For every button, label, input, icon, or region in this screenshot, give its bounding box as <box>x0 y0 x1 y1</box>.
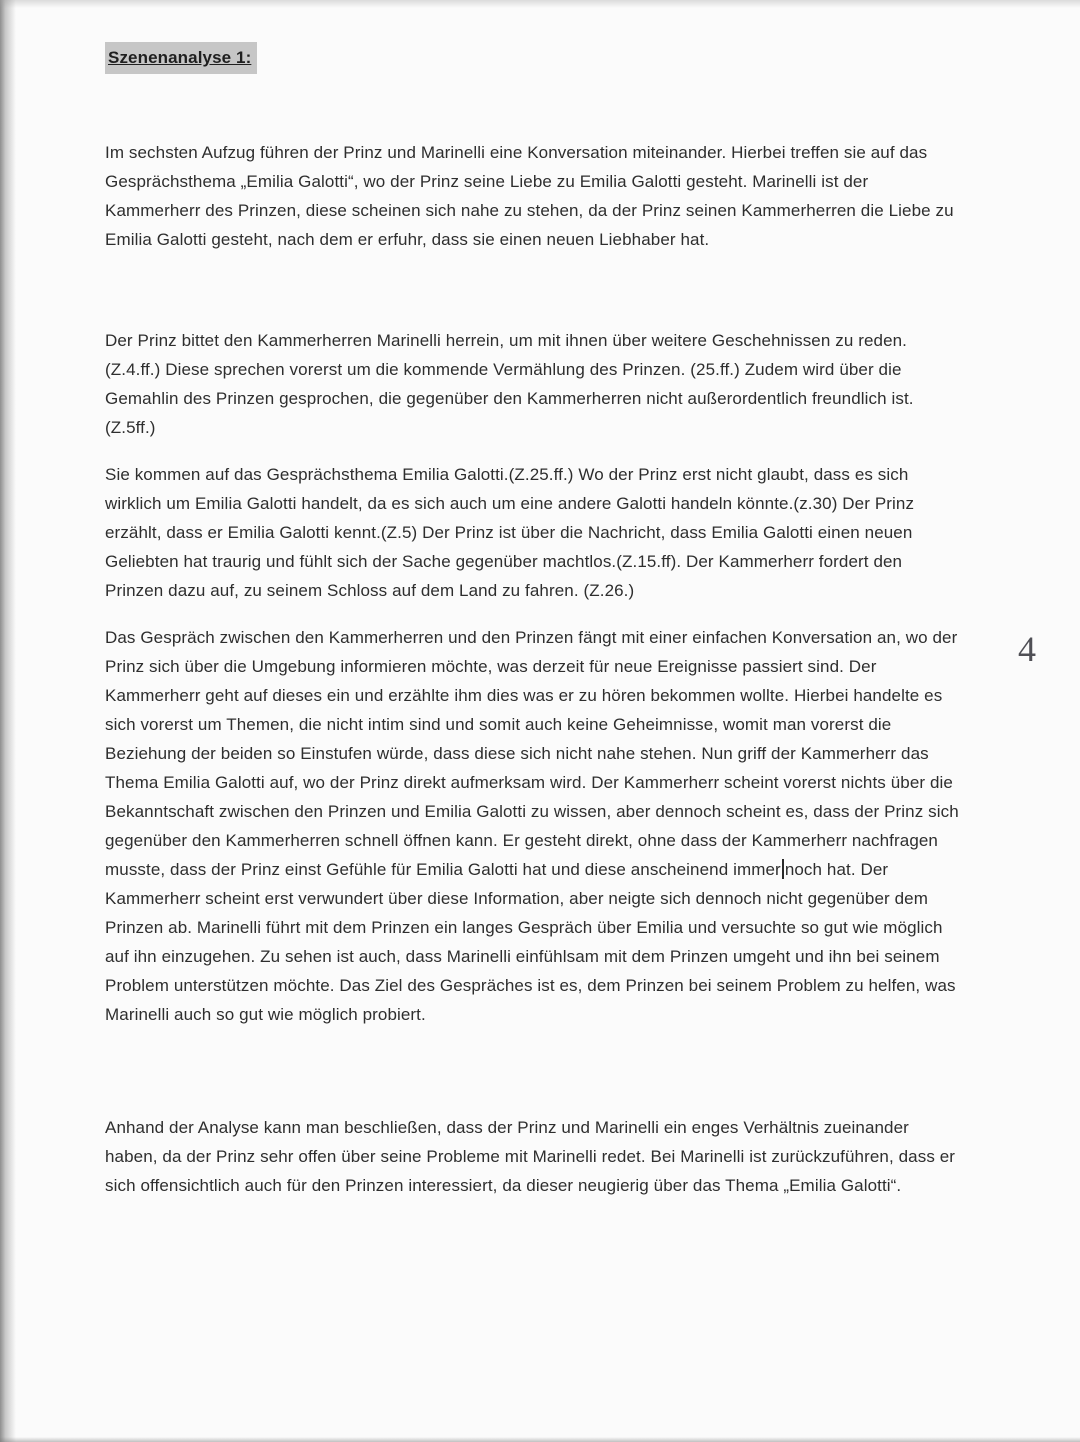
paragraph-introduction: Im sechsten Aufzug führen der Prinz und Marinelli eine Konversation miteinander. Hierbei treffen sie auf das Gesprächsthema „Emilia Galotti“, wo der Prinz seine Liebe zu Emilia Galotti gesteht. Marinelli ist der Kammerherr des Prinzen, diese scheinen sich nahe zu stehen, da der Prinz seinen Kammerherren die Liebe zu Emilia Galotti gesteht, nach dem er erfuhr, dass sie einen neuen Liebhaber hat. <box>105 143 954 249</box>
document-heading: Szenenanalyse 1: <box>105 42 257 74</box>
paragraph-analysis <box>105 623 962 1029</box>
scan-edge-bottom <box>0 1437 1080 1442</box>
page-number: 4 <box>1018 629 1036 669</box>
paragraph-conclusion: Anhand der Analyse kann man beschließen, dass der Prinz und Marinelli ein enges Verhältnis zueinander haben, da der Prinz sehr offen über seine Probleme mit Marinelli redet. Bei Marinelli ist zurückzuführen, dass er sich offensichtlich auch für den Prinzen interessiert, da dieser neugierig über das Thema „Emilia Galotti“. <box>105 1118 956 1195</box>
text-cursor <box>782 859 784 879</box>
paragraph-analysis-text-before-cursor: Das Gespräch zwischen den Kammerherren und den Prinzen fängt mit einer einfachen Konversation an, wo der Prinz sich über die Umgebung informieren möchte, was derzeit für neue Ereignisse passiert sind. Der Kammerherr geht auf dieses ein und erzählte ihm dies was er zu hören bekommen wollte. Hierbei handelte es sich vorerst um Themen, die nicht intim sind und somit auch keine Geheimnisse, womit man vorerst die Beziehung der beiden so Einstufen würde, dass diese sich nicht nahe stehen. Nun griff der Kammerherr das Thema Emilia Galotti auf, wo der Prinz direkt aufmerksam wird. Der Kammerherr scheint vorerst nichts über die Bekanntschaft zwischen den Prinzen und Emilia Galotti zu wissen, aber dennoch scheint es, dass der Prinz sich gegenüber den Kammerherren schnell öffnen kann. Er gesteht direkt, ohne dass der Kammerherr nachfragen musste, dass der Prinz einst Gefühle für Emilia Galotti hat und diese anscheinend immer <box>105 628 959 879</box>
paragraph-summary-2: Sie kommen auf das Gesprächsthema Emilia Galotti.(Z.25.ff.) Wo der Prinz erst nicht glaubt, dass es sich wirklich um Emilia Galotti handelt, da es sich auch um eine andere Galotti handeln könnte.(z.30) Der Prinz erzählt, dass er Emilia Galotti kennt.(Z.5) Der Prinz ist über die Nachricht, dass Emilia Galotti einen neuen Geliebten hat traurig und fühlt sich der Sache gegenüber machtlos.(Z.15.ff). Der Kammerherr fordert den Prinzen dazu auf, zu seinem Schloss auf dem Land zu fahren. (Z.26.) <box>105 465 915 600</box>
paragraph-summary-1: Der Prinz bittet den Kammerherren Marinelli herrein, um mit ihnen über weitere Geschehnissen zu reden.(Z.4.ff.) Diese sprechen vorerst um die kommende Vermählung des Prinzen. (25.ff.) Zudem wird über die Gemahlin des Prinzen gesprochen, die gegenüber den Kammerherren nicht außerordentlich freundlich ist. (Z.5ff.) <box>105 331 914 437</box>
paragraph-analysis-text-after-cursor: noch hat. Der Kammerherr scheint erst verwundert über diese Information, aber neigte sich dennoch nicht gegenüber dem Prinzen ab. Marinelli führt mit dem Prinzen ein langes Gespräch über Emilia und versuchte so gut wie möglich auf ihn einzugehen. Zu sehen ist auch, dass Marinelli einfühlsam mit dem Prinzen umgeht und ihn bei seinem Problem unterstützen möchte. Das Ziel des Gespräches ist es, dem Prinzen bei seinem Problem zu helfen, was Marinelli auch so gut wie möglich probiert. <box>105 860 956 1024</box>
